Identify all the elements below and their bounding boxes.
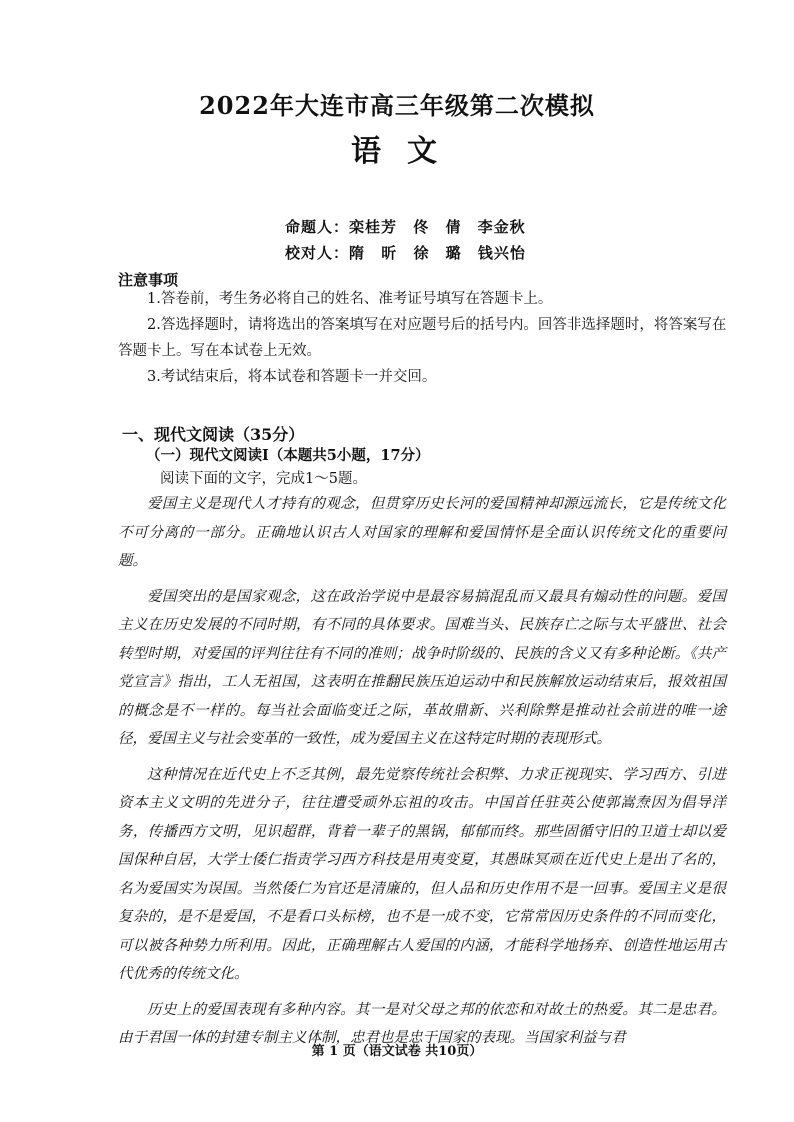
- notice-item: 1.答卷前，考生务必将自己的姓名、准考证号填写在答题卡上。: [147, 291, 553, 307]
- setters-label: 命题人：: [285, 218, 350, 236]
- subsection-heading: （一）现代文阅读Ⅰ（本题共5小题，17分）: [146, 447, 430, 464]
- exam-title: 2022年大连市高三年级第二次模拟: [199, 91, 595, 120]
- passage-paragraph: 历史上的爱国表现有多种内容。其一是对父母之邦的依恋和对故土的热爱。其二是忠君。由于君国一体的封建专制主义体制，忠君也是忠于国家的表现。当国家利益与君: [118, 1001, 726, 1046]
- passage-paragraph: 这种情况在近代史上不乏其例，最先觉察传统社会积弊、力求正视现实、学习西方、引进资本主义文明的先进分子，往往遭受顽外忘祖的攻击。中国首任驻英公使郭嵩焘因为倡导洋务，传播西方文明，见识超群，背着一辈子的黑锅，郁郁而终。那些固循守旧的卫道士却以爱国保种自居，大学士倭仁指责学习西方科技是用夷变夏，其愚昧冥顽在近代史上是出了名的，名为爱国实为误国。当然倭仁为官还是清廉的，但人品和历史作用不是一回事。爱国主义是很复杂的，是不是爱国，不是看口头标榜，也不是一成不变，它常常因历史条件的不同而变化，可以被各种势力所利用。因此，正确理解古人爱国的内涵，才能科学地扬弃、创造性地运用古代优秀的传统文化。: [118, 766, 726, 982]
- subject-title: 语文: [351, 134, 463, 169]
- passage-paragraph: 爱国主义是现代人才持有的观念，但贯穿历史长河的爱国精神却源远流长，它是传统文化不可分离的一部分。正确地认识古人对国家的理解和爱国情怀是全面认识传统文化的重要问题。: [118, 496, 726, 569]
- notice-item: 2.答选择题时，请将选出的答案填写在对应题号后的括号内。回答非选择题时，将答案写在答题卡上。写在本试卷上无效。: [118, 317, 727, 359]
- passage-paragraph: 爱国突出的是国家观念，这在政治学说中是最容易搞混乱而又最具有煽动性的问题。爱国主义在历史发展的不同时期，有不同的具体要求。国难当头、民族存亡之际与太平盛世、社会转型时期，对爱国的评判往往有不同的准则；战争时阶级的、民族的含义又有多种论断。《共产党宣言》指出，工人无祖国，这表明在推翻民族压迫运动中和民族解放运动结束后，报效祖国的概念是不一样的。每当社会面临变迁之际，革故鼎新、兴利除弊是推动社会前进的唯一途径，爱国主义与社会变革的一致性，成为爱国主义在这特定时期的表现形式。: [118, 588, 726, 747]
- checkers-label: 校对人：: [285, 244, 350, 262]
- reading-instruction: 阅读下面的文字，完成1～5题。: [160, 471, 367, 487]
- question-setters: [285, 216, 526, 237]
- page-footer: 第 1 页（语文试卷 共10页）: [311, 1044, 483, 1059]
- setters-names: 栾桂芳 佟 倩 李金秋: [349, 218, 526, 236]
- proofreaders: [285, 242, 526, 263]
- reading-passage: [118, 490, 726, 1060]
- checkers-names: 隋 昕 徐 璐 钱兴怡: [349, 244, 526, 262]
- notice-heading: 注意事项: [118, 271, 179, 289]
- section-heading: 一、现代文阅读（35分）: [122, 425, 305, 444]
- notice-item: 3.考试结束后，将本试卷和答题卡一并交回。: [147, 369, 437, 385]
